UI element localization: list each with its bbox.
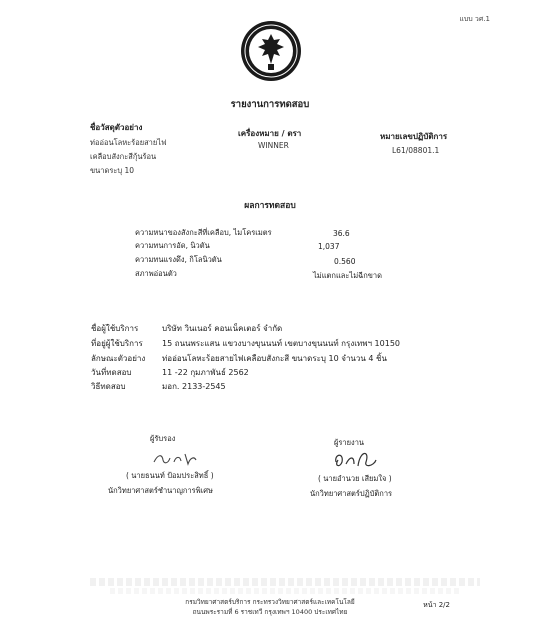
- info-value-test-method: มอก. 2133-2545: [162, 382, 226, 391]
- result-label-thickness: ความหนาของสังกะสีที่เคลือบ, ไมโครเมตร: [135, 228, 272, 237]
- results-title: ผลการทดสอบ: [244, 201, 296, 211]
- info-label-customer: ชื่อผู้ใช้บริการ: [91, 324, 139, 333]
- result-value-thickness: 36.6: [333, 229, 350, 238]
- sample-line-2: เคลือบสังกะสีกุ้นร้อน: [90, 152, 157, 161]
- result-value-compression: 1,037: [318, 242, 340, 251]
- info-label-sample-desc: ลักษณะตัวอย่าง: [91, 354, 146, 363]
- info-label-test-method: วิธีทดสอบ: [91, 382, 126, 391]
- result-value-flexibility: ไม่แตกและไม่ฉีกขาด: [313, 271, 382, 280]
- certifier-role: ผู้รับรอง: [150, 434, 176, 443]
- certifier-signature-icon: [150, 448, 200, 470]
- reporter-role: ผู้รายงาน: [334, 438, 365, 447]
- info-label-address: ที่อยู่ผู้ใช้บริการ: [91, 339, 143, 348]
- brand-label: เครื่องหมาย / ตรา: [238, 129, 302, 138]
- certifier-name: ( นายธนนท์ ป้อมประสิทธิ์ ): [126, 471, 214, 480]
- sample-line-1: ท่ออ่อนโลหะร้อยสายไฟ: [90, 138, 167, 147]
- sample-line-3: ขนาดระบุ 10: [90, 166, 135, 175]
- footer-organization: กรมวิทยาศาสตร์บริการ กระทรวงวิทยาศาสตร์และเทคโนโลยี: [185, 598, 355, 606]
- faint-disclaimer-line-2: [110, 588, 460, 594]
- lab-number-label: หมายเลขปฏิบัติการ: [380, 132, 448, 141]
- sample-name-label: ชื่อวัสดุตัวอย่าง: [90, 123, 143, 132]
- government-seal-icon: [240, 20, 302, 82]
- reporter-signature-icon: [330, 446, 380, 472]
- certifier-position: นักวิทยาศาสตร์ชำนาญการพิเศษ: [108, 486, 213, 495]
- reporter-name: ( นายอำนวย เสียมใจ ): [318, 474, 392, 483]
- info-value-test-date: 11 -22 กุมภาพันธ์ 2562: [162, 368, 249, 377]
- reporter-position: นักวิทยาศาสตร์ปฏิบัติการ: [310, 489, 393, 498]
- result-value-tensile: 0.560: [334, 257, 356, 266]
- faint-disclaimer-line: [90, 578, 480, 586]
- info-value-customer: บริษัท วินเนอร์ คอนเน็คเตอร์ จำกัด: [162, 324, 283, 333]
- info-label-test-date: วันที่ทดสอบ: [91, 368, 132, 377]
- info-value-address: 15 ถนนพระแสน แขวงบางขุนนนท์ เขตบางขุนนนท์ กรุงเทพฯ 10150: [162, 339, 400, 348]
- footer-address: ถนนพระรามที่ 6 ราชเทวี กรุงเทพฯ 10400 ประเทศไทย: [192, 608, 348, 616]
- page-number: หน้า 2/2: [423, 601, 450, 609]
- result-label-compression: ความทนการอัด, นิวตัน: [135, 241, 210, 250]
- lab-number-value: L61/08801.1: [392, 146, 440, 155]
- form-code: แบบ วศ.1: [459, 15, 490, 23]
- brand-value: WINNER: [258, 141, 289, 150]
- result-label-tensile: ความทนแรงดึง, กิโลนิวตัน: [135, 255, 222, 264]
- info-value-sample-desc: ท่ออ่อนโลหะร้อยสายไฟเคลือบสังกะสี ขนาดระบุ 10 จำนวน 4 ชิ้น: [162, 354, 387, 363]
- result-label-flexibility: สภาพอ่อนตัว: [135, 269, 177, 278]
- report-title: รายงานการทดสอบ: [230, 99, 310, 110]
